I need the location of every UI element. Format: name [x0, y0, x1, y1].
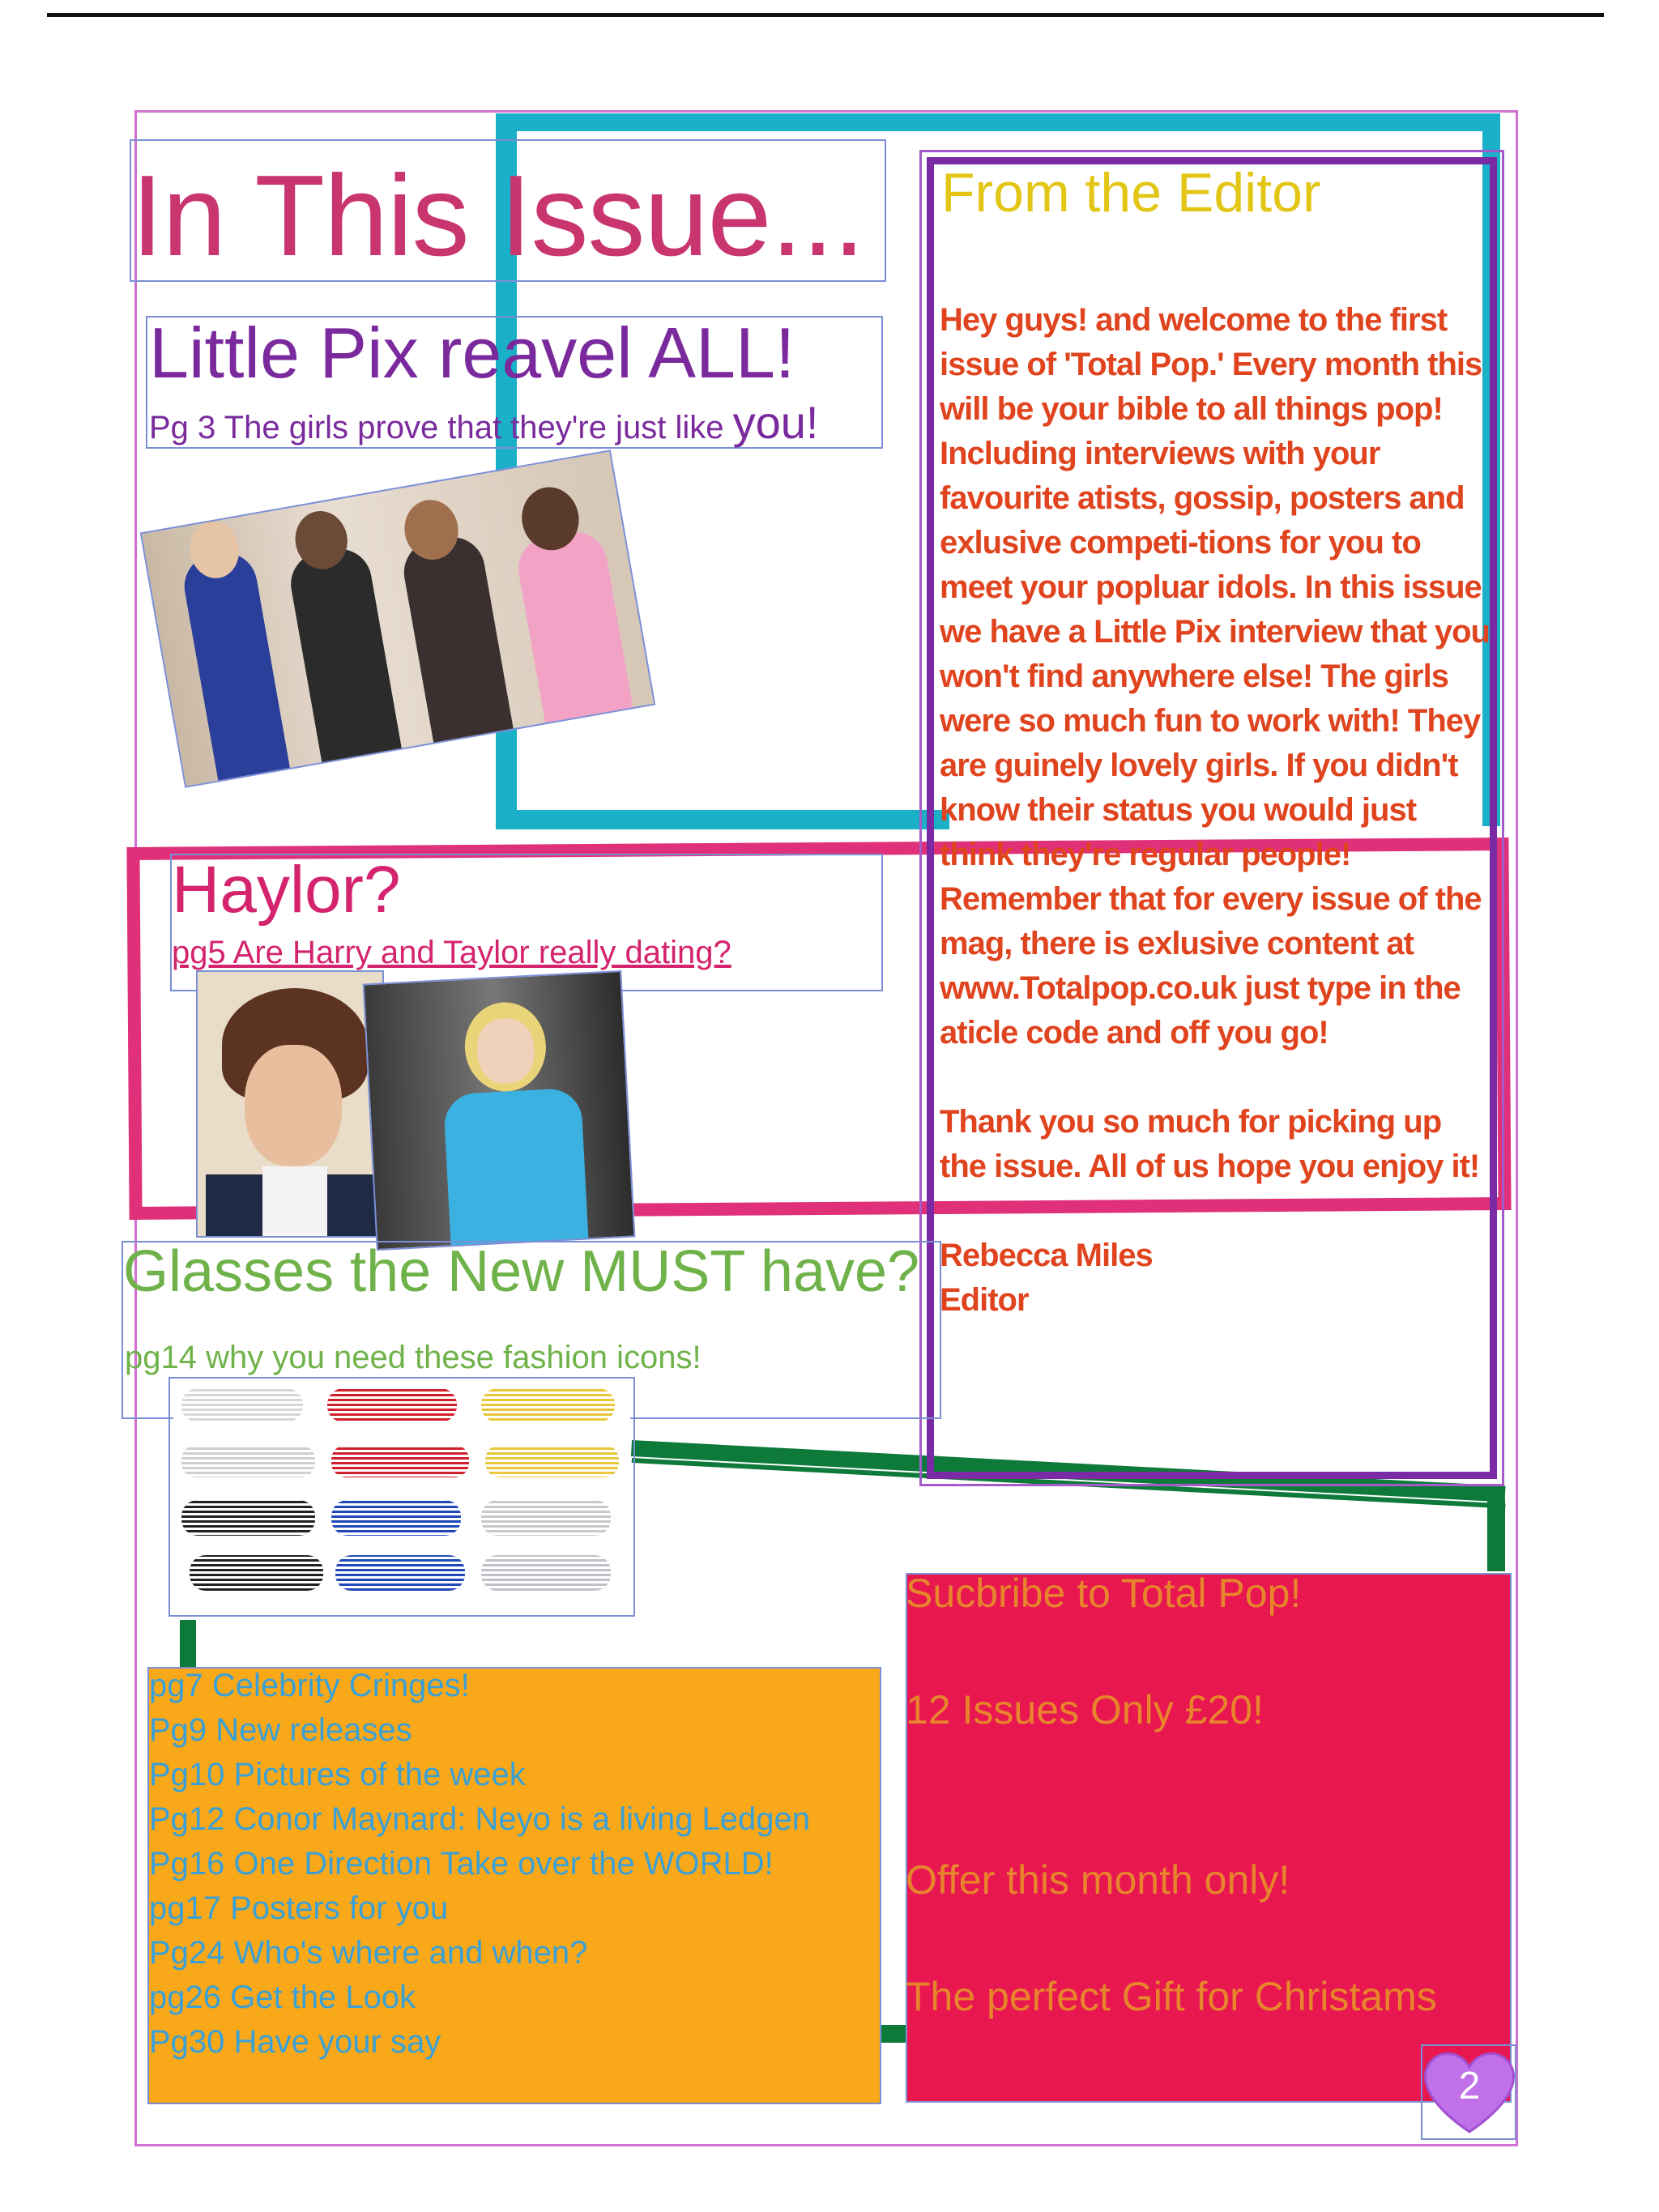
taylor-face — [476, 1017, 535, 1085]
haylor-heading: Haylor? — [172, 853, 401, 927]
glasses-blue-2 — [335, 1555, 465, 1591]
editor-spacer — [940, 1055, 1491, 1100]
contents-list — [149, 1664, 810, 2065]
glasses-white-3 — [481, 1500, 611, 1536]
editor-spacer-2 — [940, 1189, 1491, 1234]
glasses-yellow-1 — [481, 1388, 615, 1422]
little-pix-caption-end: you! — [732, 397, 819, 448]
glasses-blue-1 — [331, 1500, 461, 1536]
glasses-white-1 — [181, 1388, 303, 1422]
glasses-red-1 — [327, 1388, 457, 1422]
little-pix-caption — [149, 397, 819, 448]
subscribe-line-2: 12 Issues Only £20! — [906, 1687, 1264, 1733]
contents-item: pg17 Posters for you — [149, 1890, 449, 1926]
contents-item: pg26 Get the Look — [149, 1980, 416, 2015]
contents-item: Pg16 One Direction Take over the WORLD! — [149, 1846, 774, 1882]
subscribe-line-4: The perfect Gift for Christams — [906, 1974, 1437, 2019]
glasses-red-2 — [331, 1445, 469, 1477]
subscribe-box — [906, 1573, 1512, 2103]
girl-1 — [179, 548, 290, 783]
glasses-caption: pg14 why you need these fashion icons! — [125, 1340, 702, 1375]
green-line-right — [1487, 1498, 1505, 1571]
taylor-photo — [363, 970, 636, 1251]
contents-item: Pg9 New releases — [149, 1712, 412, 1748]
green-line-bottom — [880, 2025, 906, 2043]
glasses-heading: Glasses the New MUST have? — [123, 1239, 920, 1304]
editor-signature-name: Rebecca Miles — [940, 1238, 1153, 1273]
glasses-black-1 — [181, 1500, 315, 1536]
harry-face — [245, 1045, 342, 1166]
contents-item: pg7 Celebrity Cringes! — [149, 1668, 470, 1703]
subscribe-line-3: Offer this month only! — [906, 1857, 1290, 1903]
editor-heading: From the Editor — [941, 162, 1321, 224]
page-title: In This Issue... — [131, 151, 864, 280]
girl-3 — [399, 532, 514, 746]
glasses-yellow-2 — [485, 1445, 619, 1477]
contents-item: Pg24 Who's where and when? — [149, 1935, 588, 1971]
subscribe-line-1: Sucbribe to Total Pop! — [906, 1571, 1302, 1616]
little-pix-heading: Little Pix reavel ALL! — [149, 313, 795, 393]
harry-photo — [196, 970, 384, 1238]
editor-signature-role: Editor — [940, 1282, 1029, 1318]
haylor-caption: pg5 Are Harry and Taylor really dating? — [172, 935, 731, 970]
girl-4 — [514, 527, 633, 727]
little-pix-caption-start: Pg 3 The girls prove that they're just like — [149, 410, 733, 445]
teal-frame-bottom — [496, 810, 949, 829]
contents-item: Pg12 Conor Maynard: Neyo is a living Ledgen — [149, 1801, 811, 1837]
glasses-white-4 — [481, 1555, 611, 1591]
editor-paragraph-1: Hey guys! and welcome to the first issue of 'Total Pop.' Every month this will be your bible to all things pop! Including interviews with your favourite atists, gossip, posters and exlusive competi-tions for you to meet your popluar idols. In this issue we have a Little Pix interview that you won't find anywhere else! The girls were so much fun to work with! They are guinely lovely girls. If you didn't know their status you would just think they're regular people! Remember that for every issue of the mag, there is exlusive content at www.Totalpop.co.uk just type in the aticle code and off you go! — [940, 302, 1490, 1051]
contents-item: Pg30 Have your say — [149, 2024, 441, 2060]
top-rule — [47, 13, 1604, 17]
girl-2 — [286, 543, 403, 765]
editor-letter — [940, 298, 1491, 1323]
page-number: 2 — [1458, 2065, 1481, 2108]
contents-item: Pg10 Pictures of the week — [149, 1757, 526, 1792]
glasses-white-2 — [181, 1445, 315, 1477]
glasses-image — [173, 1382, 630, 1612]
shutter-glasses-grid — [173, 1382, 630, 1612]
taylor-dress — [443, 1088, 589, 1249]
editor-paragraph-2: Thank you so much for picking up the issue. All of us hope you enjoy it! — [940, 1104, 1480, 1184]
harry-collar — [262, 1166, 327, 1238]
glasses-black-2 — [190, 1555, 323, 1591]
